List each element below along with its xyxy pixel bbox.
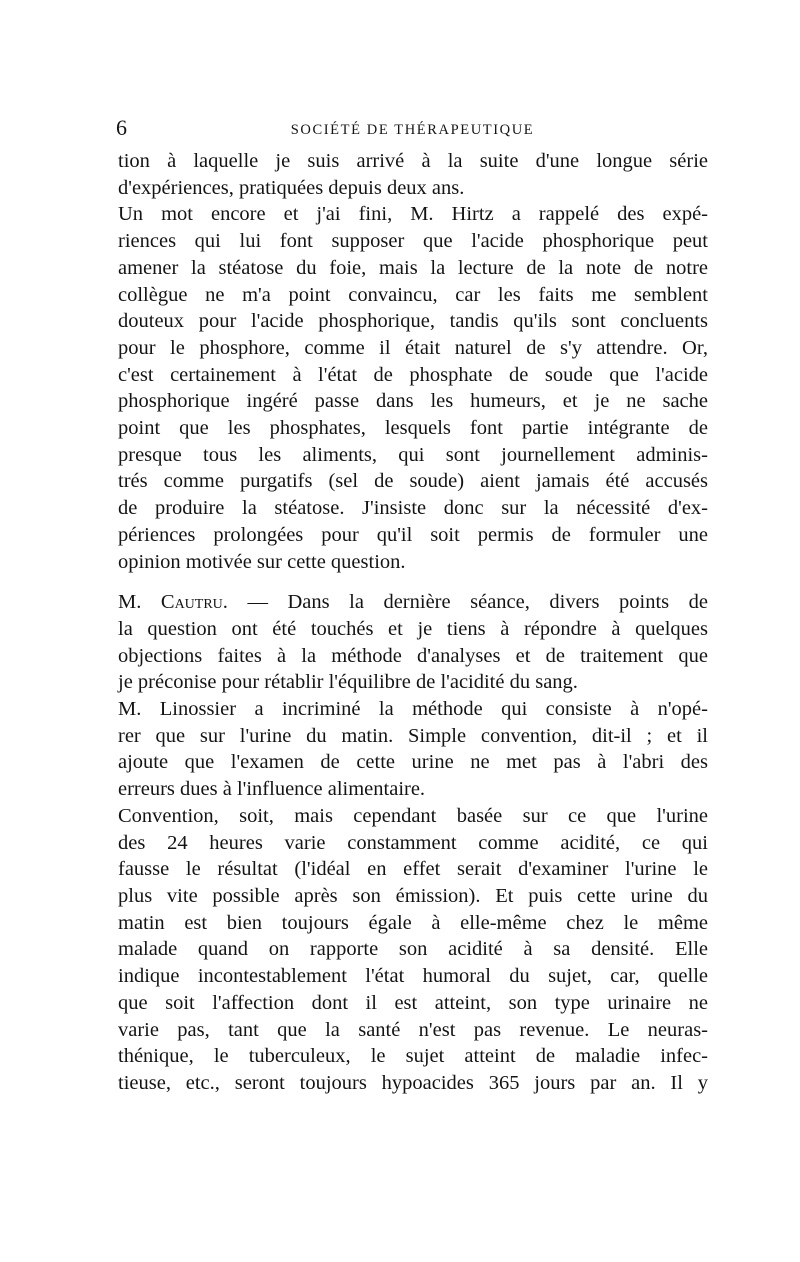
- speaker-name: Cautru: [160, 591, 223, 614]
- running-head: SOCIÉTÉ DE THÉRAPEUTIQUE: [290, 122, 535, 138]
- body-text: [118, 148, 708, 1097]
- text-line: périences prolongées pour qu'il soit permis de formuler une: [118, 523, 708, 546]
- page-number: 6: [116, 115, 127, 140]
- text-fragment: . — Dans la dernière séance, divers points de: [222, 591, 709, 614]
- text-line: plus vite possible après son émission). Et puis cette urine du: [118, 884, 708, 907]
- text-line: malade quand on rapporte son acidité à sa densité. Elle: [118, 938, 708, 961]
- text-line: fausse le résultat (l'idéal en effet serait d'examiner l'urine le: [118, 858, 708, 881]
- text-line: tion à laquelle je suis arrivé à la suite d'une longue série: [118, 150, 708, 172]
- text-line: point que les phosphates, lesquels font partie intégrante de: [118, 417, 708, 440]
- text-line: objections faites à la méthode d'analyses et de traitement que: [118, 644, 708, 667]
- text-line: c'est certainement à l'état de phosphate de soude que l'acide: [118, 363, 708, 386]
- paragraph-continuation: [118, 148, 708, 201]
- text-line: amener la stéatose du foie, mais la lecture de la note de notre: [118, 256, 708, 279]
- text-line: indique incontestablement l'état humoral du sujet, car, quelle: [118, 965, 708, 988]
- text-line: des 24 heures varie constamment comme acidité, ce qui: [118, 831, 708, 854]
- text-line: douteux pour l'acide phosphorique, tandis qu'ils sont concluents: [118, 310, 708, 333]
- text-line: phosphorique ingéré passe dans les humeurs, et je ne sache: [118, 390, 708, 413]
- page-header: [116, 113, 709, 143]
- text-line: matin est bien toujours égale à elle-même chez le même: [118, 911, 708, 934]
- text-line: Convention, soit, mais cependant basée sur ce que l'urine: [118, 804, 708, 827]
- text-line: opinion motivée sur cette question.: [118, 550, 406, 573]
- text-line: M. Linossier a incriminé la méthode qui consiste à n'opé-: [118, 698, 708, 721]
- text-line: collègue ne m'a point convaincu, car les faits me semblent: [118, 283, 708, 306]
- paragraph-linossier: [118, 696, 708, 803]
- text-line: je préconise pour rétablir l'équilibre de l'acidité du sang.: [118, 671, 578, 694]
- text-line: pour le phosphore, comme il était naturel de s'y attendre. Or,: [118, 336, 708, 359]
- text-line: thénique, le tuberculeux, le sujet atteint de maladie infec-: [118, 1045, 708, 1068]
- paragraph-cautru: [118, 589, 708, 696]
- text-line: ajoute que l'examen de cette urine ne met pas à l'abri des: [118, 751, 708, 774]
- paragraph-convention: [118, 803, 708, 1097]
- text-line: que soit l'affection dont il est atteint, son type urinaire ne: [118, 991, 708, 1014]
- text-line: rer que sur l'urine du matin. Simple convention, dit-il ; et il: [118, 724, 708, 747]
- text-line: la question ont été touchés et je tiens à répondre à quelques: [118, 617, 708, 640]
- text-line: trés comme purgatifs (sel de soude) aient jamais été accusés: [118, 470, 708, 493]
- text-line: varie pas, tant que la santé n'est pas revenue. Le neuras-: [118, 1018, 708, 1041]
- speaker-prefix: M.: [118, 591, 161, 614]
- text-line: presque tous les aliments, qui sont journellement adminis-: [118, 443, 708, 466]
- text-line: d'expériences, pratiquées depuis deux ans.: [118, 176, 465, 199]
- text-line: tieuse, etc., seront toujours hypoacides 365 jours par an. Il y: [118, 1071, 708, 1094]
- text-line: Un mot encore et j'ai fini, M. Hirtz a rappelé des expé-: [118, 203, 708, 226]
- text-line: riences qui lui font supposer que l'acide phosphorique peut: [118, 230, 708, 253]
- text-line: [118, 589, 708, 616]
- text-line: erreurs dues à l'influence alimentaire.: [118, 778, 426, 801]
- text-line: de produire la stéatose. J'insiste donc sur la nécessité d'ex-: [118, 497, 708, 520]
- paragraph-hirtz-reply: [118, 201, 708, 575]
